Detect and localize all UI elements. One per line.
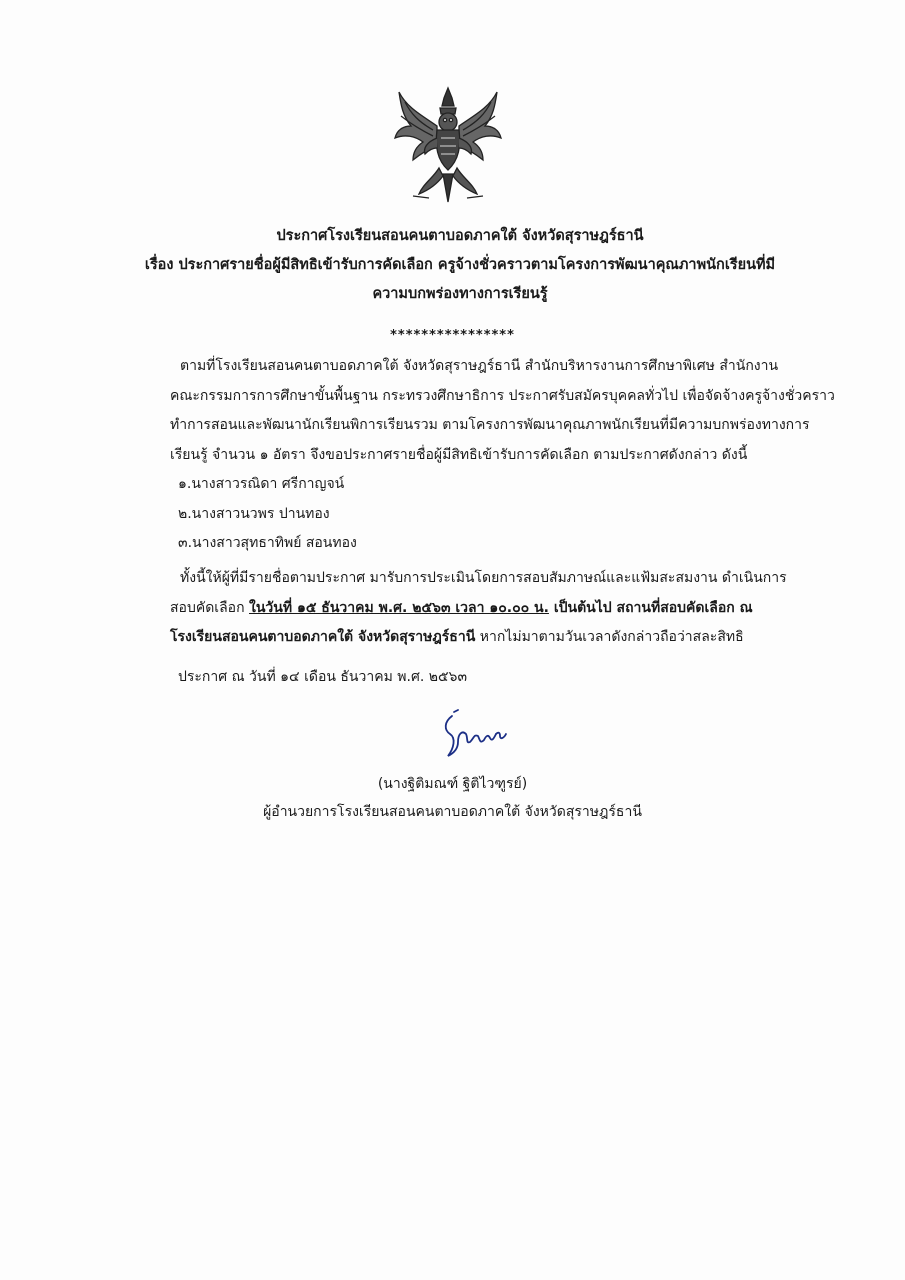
separator-stars: **************** <box>390 328 515 343</box>
exam-date: ในวันที่ ๑๕ ธันวาคม พ.ศ. ๒๕๖๓ เวลา ๑๐.๐๐ น. <box>249 599 549 616</box>
exam-location-intro: เป็นต้นไป สถานที่สอบคัดเลือก ณ <box>548 599 753 616</box>
subject-line-2: ความบกพร่องทางการเรียนรู้ <box>372 286 548 302</box>
paragraph-1-line-4: เรียนรู้ จำนวน ๑ อัตรา จึงขอประกาศรายชื่อผู้มีสิทธิเข้ารับการคัดเลือก ตามประกาศดังกล่าว ดังนี้ <box>170 446 748 463</box>
paragraph-1-line-3: ทำการสอนและพัฒนานักเรียนพิการเรียนรวม ตามโครงการพัฒนาคุณภาพนักเรียนที่มีความบกพร่องทางการ <box>170 417 810 433</box>
announcement-title: ประกาศโรงเรียนสอนคนตาบอดภาคใต้ จังหวัดสุราษฎร์ธานี <box>276 228 644 244</box>
exam-location: โรงเรียนสอนคนตาบอดภาคใต้ จังหวัดสุราษฎร์ธานี <box>170 629 476 645</box>
paragraph-2-line-3 <box>170 623 835 653</box>
handwritten-signature-icon <box>440 708 520 768</box>
paragraph-2-line-2 <box>170 594 835 624</box>
list-item: ๑.นางสาวรณิดา ศรีกาญจน์ <box>178 476 345 492</box>
paragraph-2-line-1: ทั้งนี้ให้ผู้ที่มีรายชื่อตามประกาศ มารับการประเมินโดยการสอบสัมภาษณ์และแฟ้มสะสมงาน ดำเนินการ <box>180 570 787 586</box>
candidate-list <box>178 470 357 559</box>
list-item: ๓.นางสาวสุทธาทิพย์ สอนทอง <box>178 535 357 551</box>
exam-prefix: สอบคัดเลือก <box>170 599 249 616</box>
forfeit-note: หากไม่มาตามวันเวลาดังกล่าวถือว่าสละสิทธิ <box>475 629 744 645</box>
announcement-date: ประกาศ ณ วันที่ ๑๔ เดือน ธันวาคม พ.ศ. ๒๕๖๓ <box>178 669 468 685</box>
subject-line-1: เรื่อง ประกาศรายชื่อผู้มีสิทธิเข้ารับการคัดเลือก ครูจ้างชั่วคราวตามโครงการพัฒนาคุณภาพนักเรียนที่มี <box>144 257 776 273</box>
paragraph-1-line-2: คณะกรรมการการศึกษาขั้นพื้นฐาน กระทรวงศึกษาธิการ ประกาศรับสมัครบุคคลทั่วไป เพื่อจัดจ้างครูจ้างชั่วคราว <box>170 387 835 404</box>
signer-position: ผู้อำนวยการโรงเรียนสอนคนตาบอดภาคใต้ จังหวัดสุราษฎร์ธานี <box>263 804 642 820</box>
garuda-emblem-icon <box>393 86 503 204</box>
list-item: ๒.นางสาวนวพร ปานทอง <box>178 505 330 522</box>
announcement-title-block <box>90 222 830 309</box>
paragraph-1 <box>170 352 835 470</box>
paragraph-2 <box>170 564 835 653</box>
signer-name: (นางฐิติมณฑ์ ฐิติไวฑูรย์) <box>377 776 528 792</box>
paragraph-1-line-1: ตามที่โรงเรียนสอนคนตาบอดภาคใต้ จังหวัดสุราษฎร์ธานี สำนักบริหารงานการศึกษาพิเศษ สำนักงาน <box>180 358 779 374</box>
